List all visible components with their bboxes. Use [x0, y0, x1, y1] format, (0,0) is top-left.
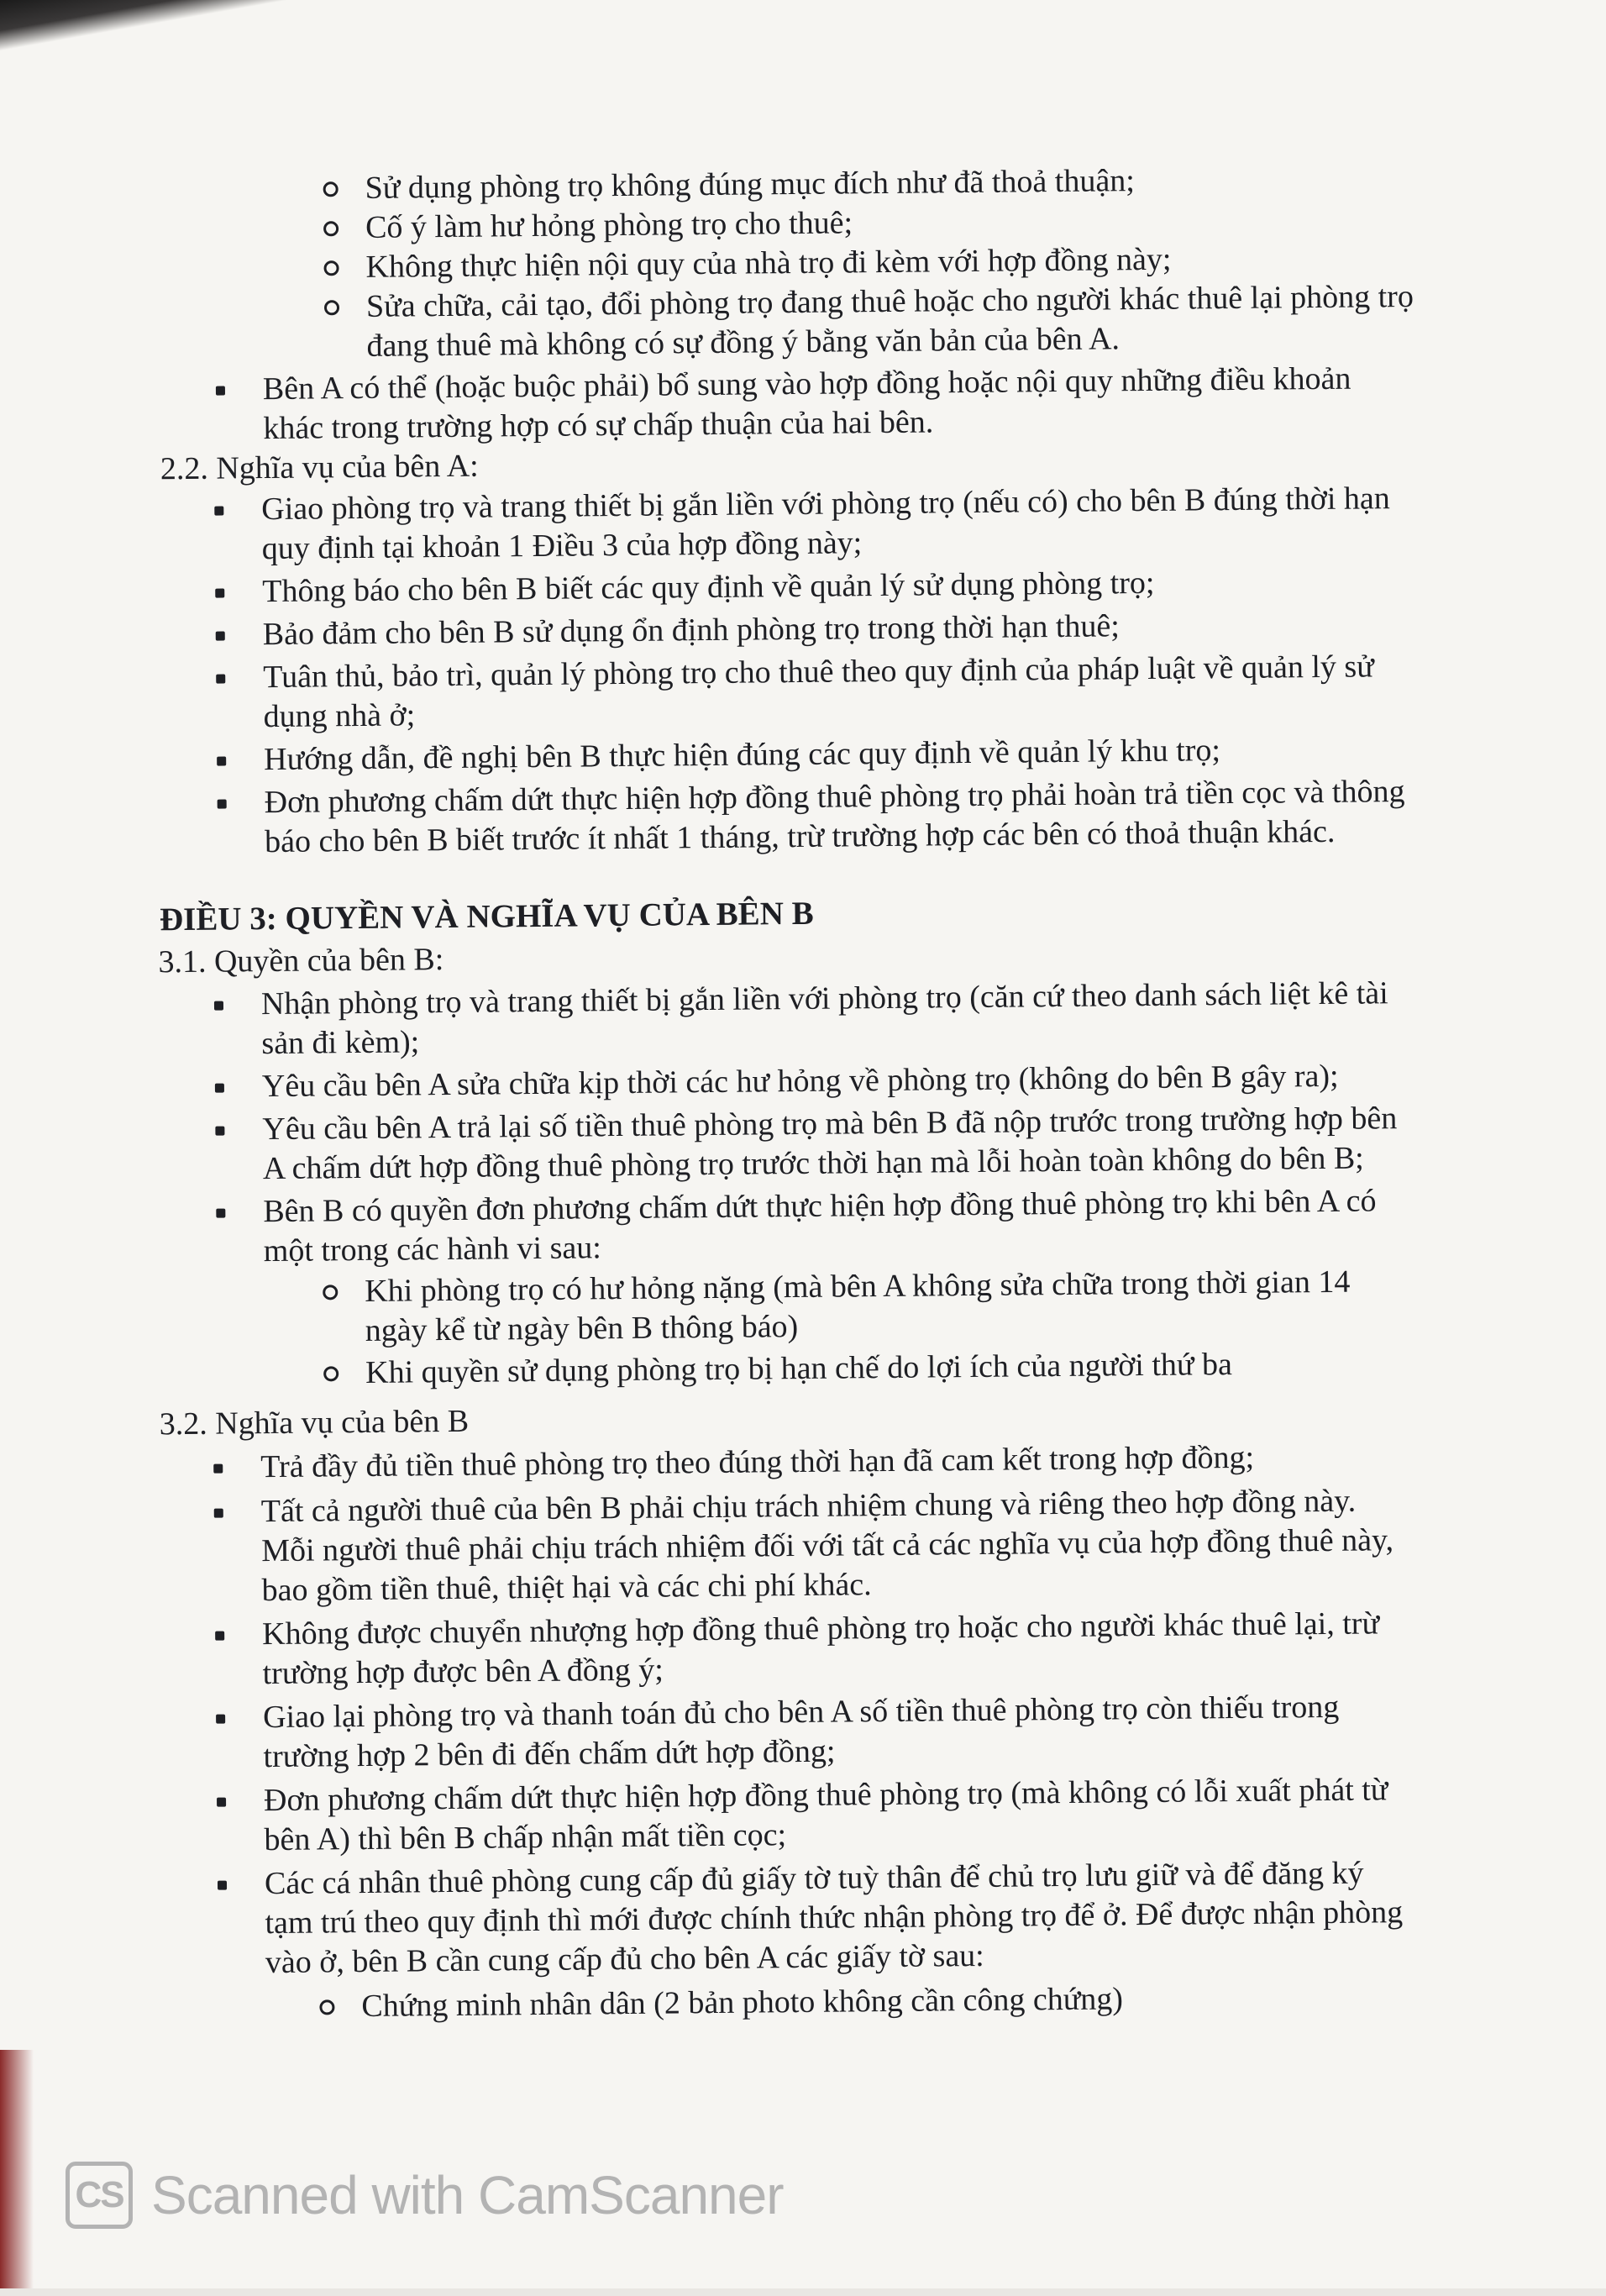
- continuation-line: trường hợp được bên A đồng ý;: [262, 1652, 664, 1692]
- bullet-line: Yêu cầu bên A sửa chữa kịp thời các hư hỏng về phòng trọ (không do bên B gây ra);: [261, 1058, 1339, 1105]
- bullet-line: Thông báo cho bên B biết các quy định về quản lý sử dụng phòng trọ;: [262, 565, 1155, 610]
- continuation-line: báo cho bên B biết trước ít nhất 1 tháng, trừ trường hợp các bên có thoả thuận khác.: [264, 813, 1336, 860]
- continuation-line: quy định tại khoản 1 Điều 3 của hợp đồng này;: [261, 525, 863, 567]
- continuation-line: đang thuê mà không có sự đồng ý bằng văn bản của bên A.: [366, 321, 1121, 364]
- section-heading: 2.2. Nghĩa vụ của bên A:: [160, 448, 479, 487]
- continuation-line: vào ở, bên B cần cung cấp đủ cho bên A các giấy tờ sau:: [265, 1937, 984, 1981]
- bullet-line: Giao phòng trọ và trang thiết bị gắn liền với phòng trọ (nếu có) cho bên B đúng thời hạn: [261, 481, 1390, 528]
- bullet-line: Giao lại phòng trọ và thanh toán đủ cho bên A số tiền thuê phòng trọ còn thiếu trong: [262, 1689, 1340, 1736]
- sub-bullet-line: Khi quyền sử dụng phòng trọ bị hạn chế do lợi ích của người thứ ba: [365, 1347, 1233, 1390]
- continuation-line: A chấm dứt hợp đồng thuê phòng trọ trước thời hạn mà lỗi hoàn toàn không do bên B;: [262, 1140, 1364, 1187]
- article-heading: ĐIỀU 3: QUYỀN VÀ NGHĨA VỤ CỦA BÊN B: [159, 895, 814, 938]
- bullet-line: Không được chuyển nhượng hợp đồng thuê phòng trọ hoặc cho người khác thuê lại, trừ: [261, 1605, 1380, 1652]
- bullet-line: Hướng dẫn, đề nghị bên B thực hiện đúng các quy định về quản lý khu trọ;: [263, 733, 1221, 778]
- sub-bullet-line: Khi phòng trọ có hư hỏng nặng (mà bên A không sửa chữa trong thời gian 14: [365, 1264, 1351, 1309]
- section-heading: 3.1. Quyền của bên B:: [158, 942, 444, 980]
- bullet-line: Bên B có quyền đơn phương chấm dứt thực hiện hợp đồng thuê phòng trọ khi bên A có: [263, 1183, 1377, 1230]
- bullet-line: Bên A có thể (hoặc buộc phải) bổ sung vào hợp đồng hoặc nội quy những điều khoản: [262, 360, 1351, 407]
- bullet-line: Tuân thủ, bảo trì, quản lý phòng trọ cho thuê theo quy định của pháp luật về quản lý sử: [263, 649, 1374, 696]
- sub-bullet-line: Chứng minh nhân dân (2 bản photo không cần công chứng): [361, 1981, 1124, 2025]
- continuation-line: dụng nhà ở;: [263, 697, 416, 735]
- continuation-line: ngày kể từ ngày bên B thông báo): [365, 1309, 799, 1348]
- sub-bullet-line: Sửa chữa, cải tạo, đổi phòng trọ đang thuê hoặc cho người khác thuê lại phòng trọ: [365, 278, 1414, 324]
- bullet-line: Yêu cầu bên A trả lại số tiền thuê phòng trọ mà bên B đã nộp trước trong trường hợp bên: [262, 1101, 1398, 1148]
- continuation-line: bên A) thì bên B chấp nhận mất tiền cọc;: [264, 1817, 787, 1858]
- bullet-line: Đơn phương chấm dứt thực hiện hợp đồng thuê phòng trọ phải hoàn trả tiền cọc và thông: [264, 774, 1405, 821]
- sub-bullet-line: Cố ý làm hư hỏng phòng trọ cho thuê;: [365, 205, 853, 245]
- section-heading: 3.2. Nghĩa vụ của bên B: [159, 1403, 470, 1442]
- bullet-line: Trả đầy đủ tiền thuê phòng trọ theo đúng thời hạn đã cam kết trong hợp đồng;: [260, 1439, 1255, 1485]
- continuation-line: trường hợp 2 bên đi đến chấm dứt hợp đồng;: [263, 1733, 836, 1775]
- camscanner-logo-icon: CS: [66, 2162, 133, 2229]
- bullet-line: Các cá nhân thuê phòng cung cấp đủ giấy tờ tuỳ thân để chủ trọ lưu giữ và để đăng ký: [264, 1855, 1364, 1902]
- sub-bullet-line: Không thực hiện nội quy của nhà trọ đi kèm với hợp đồng này;: [365, 241, 1172, 285]
- bullet-line: Bảo đảm cho bên B sử dụng ổn định phòng trọ trong thời hạn thuê;: [262, 608, 1121, 653]
- watermark-text: Scanned with CamScanner: [151, 2165, 784, 2225]
- bullet-line: Đơn phương chấm dứt thực hiện hợp đồng thuê phòng trọ (mà không có lỗi xuất phát từ: [263, 1772, 1388, 1819]
- continuation-line: khác trong trường hợp có sự chấp thuận của hai bên.: [263, 404, 934, 447]
- continuation-line: sản đi kèm);: [261, 1024, 420, 1062]
- bullet-line: Tất cả người thuê của bên B phải chịu trách nhiệm chung và riêng theo hợp đồng này.: [260, 1483, 1357, 1530]
- continuation-line: bao gồm tiền thuê, thiệt hại và các chi phí khác.: [261, 1567, 872, 1609]
- continuation-line: một trong các hành vi sau:: [263, 1230, 602, 1269]
- continuation-line: Mỗi người thuê phải chịu trách nhiệm đối với tất cả các nghĩa vụ của hợp đồng thuê này,: [261, 1522, 1394, 1569]
- bullet-line: Nhận phòng trọ và trang thiết bị gắn liền với phòng trọ (căn cứ theo danh sách liệt kê tài: [260, 975, 1388, 1022]
- continuation-line: tạm trú theo quy định thì mới được chính thức nhận phòng trọ để ở. Để được nhận phòng: [265, 1894, 1404, 1941]
- camscanner-watermark: [66, 2159, 784, 2231]
- sub-bullet-line: Sử dụng phòng trọ không đúng mục đích như đã thoả thuận;: [365, 163, 1135, 206]
